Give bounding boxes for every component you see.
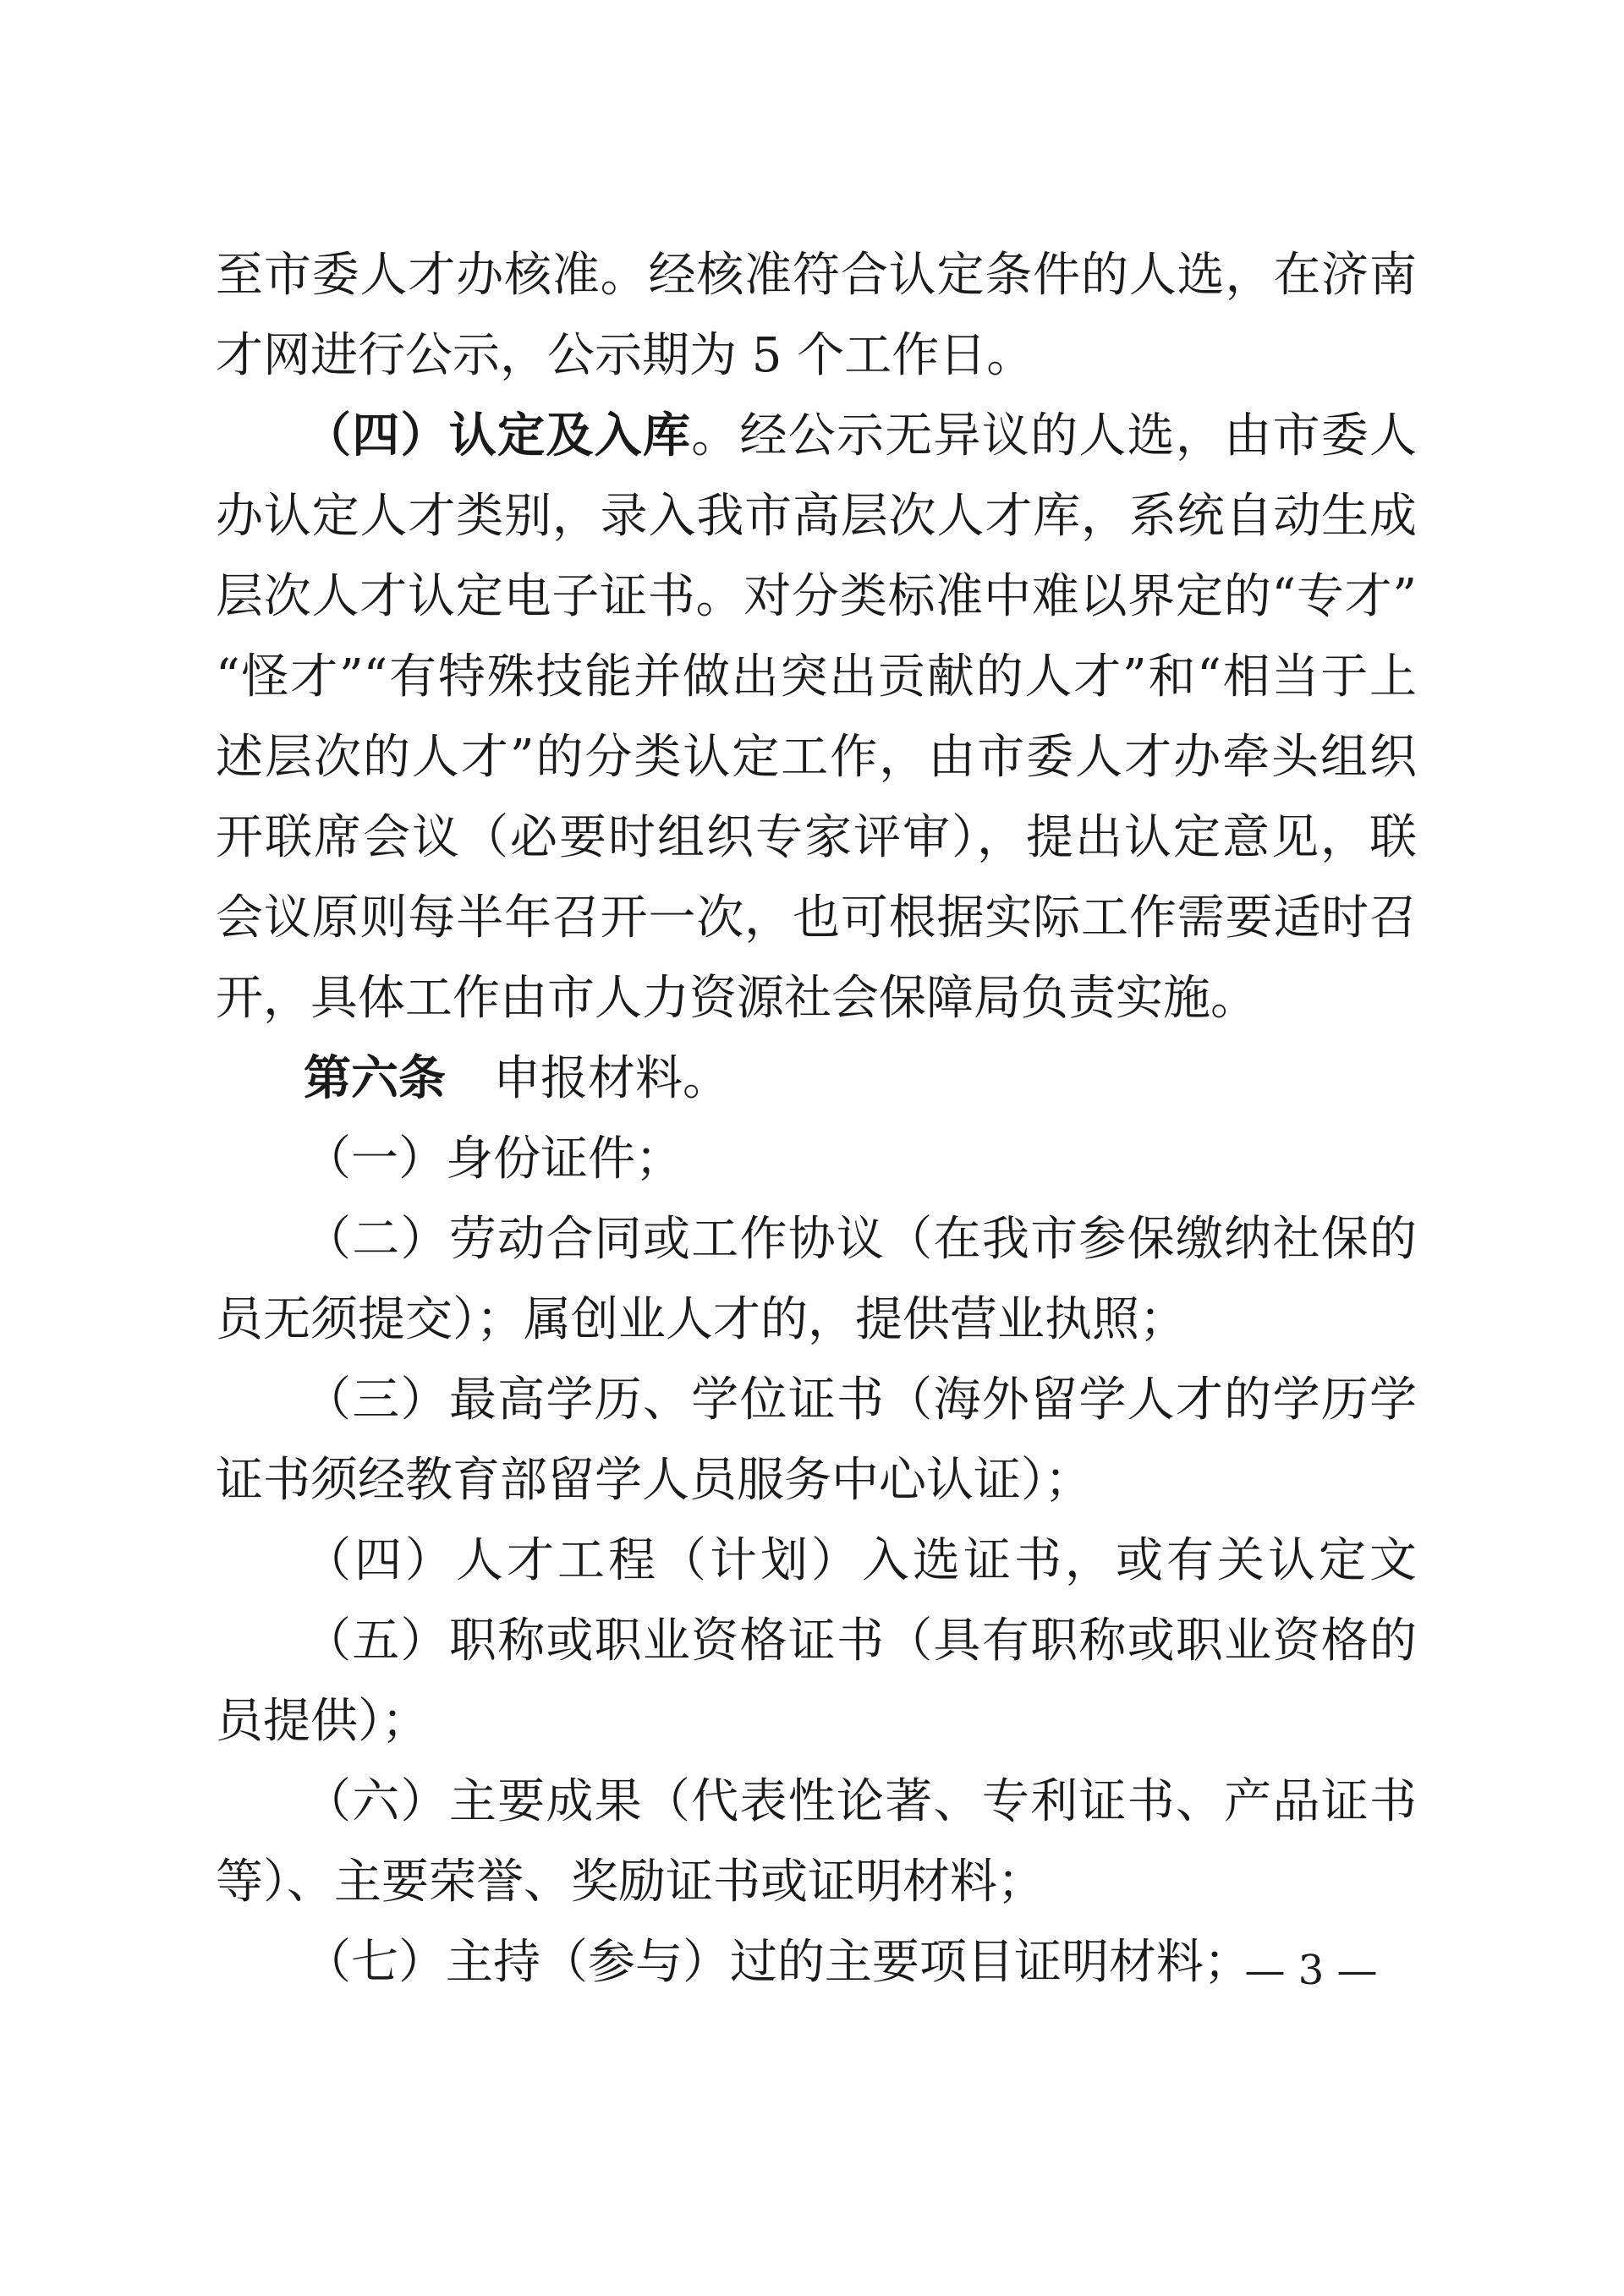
text-line: 至市委人才办核准。经核准符合认定条件的人选，在济南 bbox=[216, 248, 1417, 303]
list-item: （七）主持（参与）过的主要项目证明材料； bbox=[304, 1935, 1251, 1990]
text-line: 开，具体工作由市人力资源社会保障局负责实施。 bbox=[216, 971, 1258, 1026]
text-line: 才网进行公示，公示期为 5 个工作日。 bbox=[216, 328, 1034, 383]
text-line: 述层次的人才”的分类认定工作，由市委人才办牵头组织 bbox=[216, 730, 1417, 785]
list-item: （一）身份证件； bbox=[304, 1132, 683, 1186]
text-run: 申报材料。 bbox=[493, 1051, 730, 1106]
list-item-continuation: 等）、主要荣誉、奖励证书或证明材料； bbox=[216, 1855, 1045, 1910]
text-line: 开联席会议（必要时组织专家评审），提出认定意见，联 bbox=[216, 810, 1417, 865]
text-line bbox=[216, 1038, 1417, 1119]
article-heading: 第六条 bbox=[304, 1051, 446, 1106]
list-item-continuation: 证书须经教育部留学人员服务中心认证）； bbox=[216, 1453, 1092, 1508]
text-line: “怪才”“有特殊技能并做出突出贡献的人才”和“相当于上 bbox=[216, 649, 1417, 704]
list-item-continuation: 员提供）； bbox=[216, 1694, 429, 1749]
page-number: — 3 — bbox=[1244, 1947, 1378, 1994]
list-item: （六）主要成果（代表性论著、专利证书、产品证书 bbox=[304, 1774, 1417, 1829]
text-run: 。经公示无异议的人选，由市委人 bbox=[691, 408, 1417, 463]
text-line bbox=[216, 396, 1417, 476]
list-item: （四）人才工程（计划）入选证书，或有关认定文 bbox=[304, 1533, 1417, 1588]
text-line: 办认定人才类别，录入我市高层次人才库，系统自动生成 bbox=[216, 489, 1417, 544]
list-item-continuation: 员无须提交）；属创业人才的，提供营业执照； bbox=[216, 1292, 1187, 1347]
list-item: （二）劳动合同或工作协议（在我市参保缴纳社保的 bbox=[304, 1212, 1417, 1267]
text-line: 会议原则每半年召开一次，也可根据实际工作需要适时召 bbox=[216, 890, 1417, 945]
document-body bbox=[216, 235, 1417, 2003]
list-item: （三）最高学历、学位证书（海外留学人才的学历学 bbox=[304, 1373, 1417, 1427]
section-heading: （四）认定及入库 bbox=[304, 408, 692, 463]
text-line: 层次人才认定电子证书。对分类标准中难以界定的“专才” bbox=[216, 569, 1417, 624]
list-item: （五）职称或职业资格证书（具有职称或职业资格的 bbox=[304, 1614, 1417, 1669]
